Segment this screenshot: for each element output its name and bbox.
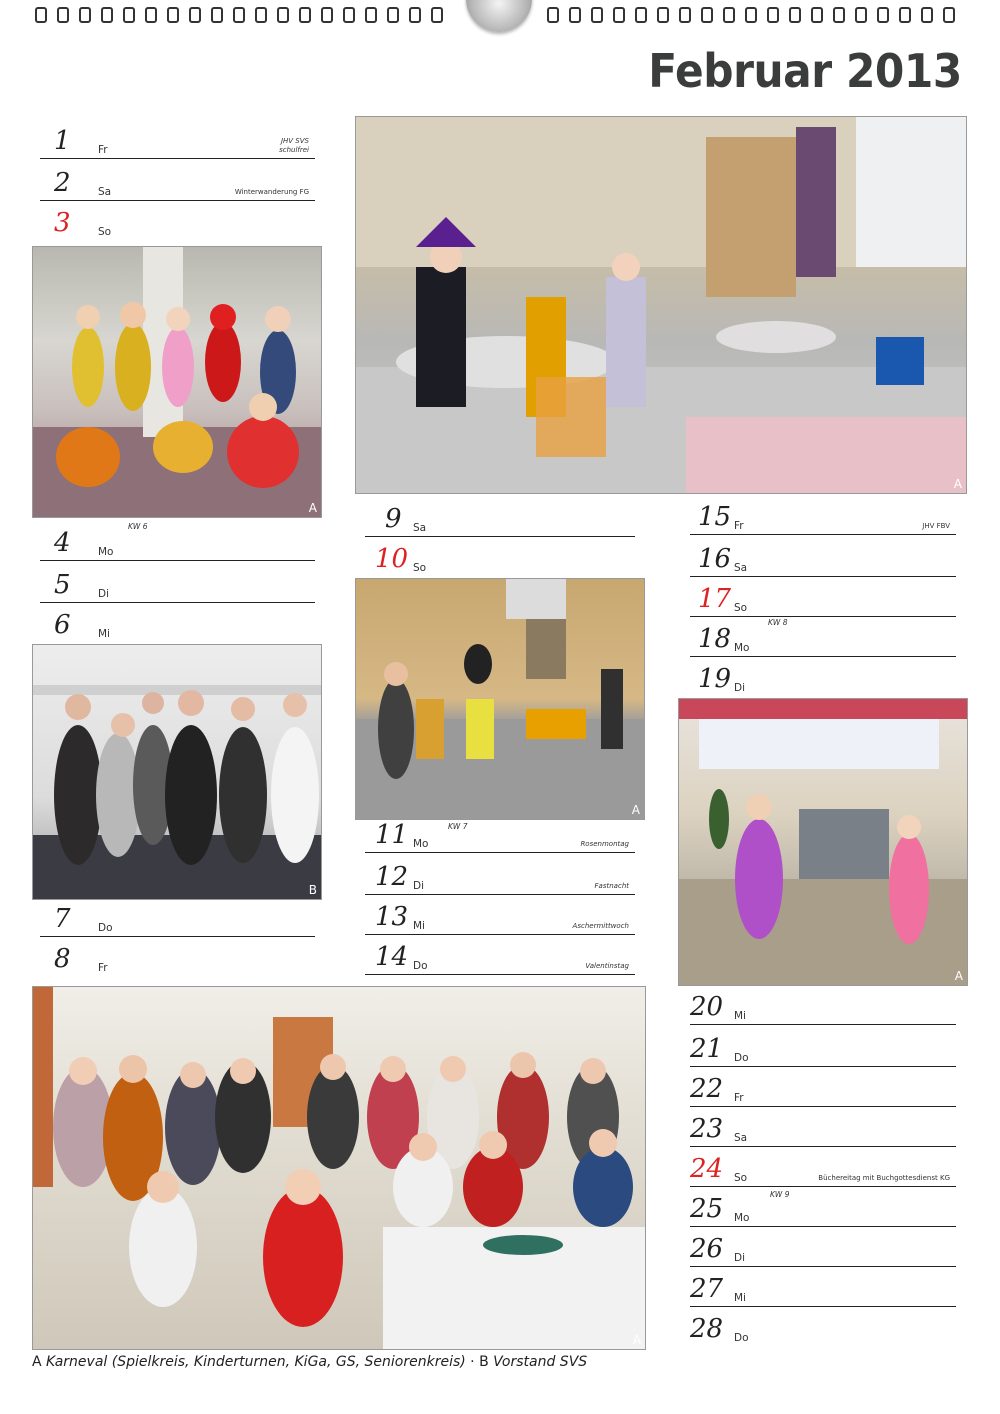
- day-row: [690, 1306, 956, 1346]
- day-number: 22: [690, 1074, 724, 1104]
- day-number: 18: [698, 624, 732, 654]
- spiral-loop: [190, 8, 200, 22]
- spiral-loop: [944, 8, 954, 22]
- photo-illustration: [679, 699, 967, 985]
- spiral-loop: [234, 8, 244, 22]
- weekday: Fr: [734, 1092, 744, 1104]
- day-row: [690, 1066, 956, 1107]
- photo-illustration: [356, 117, 966, 493]
- weekday: So: [98, 226, 112, 238]
- day-number: 9: [385, 504, 402, 534]
- day-number: 3: [54, 208, 71, 238]
- day-row: [40, 118, 315, 159]
- weekday: Di: [98, 588, 110, 600]
- month-title: Februar 2013: [648, 44, 962, 98]
- week-number: KW 8: [768, 618, 788, 627]
- spiral-loop: [680, 8, 690, 22]
- spiral-loop: [124, 8, 134, 22]
- day-row: [690, 494, 956, 535]
- spiral-loop: [58, 8, 68, 22]
- spiral-loop: [746, 8, 756, 22]
- weekday: Do: [734, 1332, 749, 1344]
- spiral-loop: [900, 8, 910, 22]
- day-row: [365, 812, 635, 853]
- photo-board-svs: [32, 644, 322, 900]
- weekday: Mo: [413, 838, 429, 850]
- spiral-loop: [322, 8, 332, 22]
- day-number: 27: [690, 1274, 724, 1304]
- spiral-loop: [366, 8, 376, 22]
- spiral-loop: [592, 8, 602, 22]
- day-row: [690, 984, 956, 1025]
- photo-illustration: [33, 987, 645, 1349]
- week-number: KW 9: [770, 1190, 790, 1199]
- spiral-loop: [256, 8, 266, 22]
- week-number: KW 7: [448, 822, 468, 831]
- spiral-loop: [212, 8, 222, 22]
- day-number: 21: [690, 1034, 724, 1064]
- day-number: 8: [54, 944, 71, 974]
- photo-tag: A: [632, 1333, 641, 1347]
- weekday: So: [413, 562, 427, 574]
- spiral-loop: [724, 8, 734, 22]
- spiral-loop: [36, 8, 46, 22]
- day-number: 10: [375, 544, 409, 574]
- day-event: Valentinstag: [585, 962, 629, 970]
- day-row: [40, 602, 315, 642]
- day-event: Büchereitag mit Buchgottesdienst KG: [818, 1174, 950, 1182]
- spiral-loop: [102, 8, 112, 22]
- weekday: Mi: [413, 920, 425, 932]
- weekday: Mi: [734, 1292, 746, 1304]
- spiral-loop: [878, 8, 888, 22]
- day-row: [690, 616, 956, 657]
- spiral-loop: [344, 8, 354, 22]
- weekday: So: [734, 602, 748, 614]
- day-row: [690, 1146, 956, 1187]
- weekday: Mi: [98, 628, 110, 640]
- day-number: 16: [698, 544, 732, 574]
- photo-school-party: [678, 698, 968, 986]
- day-event: Rosenmontag: [580, 840, 629, 848]
- weekday: Mi: [734, 1010, 746, 1022]
- day-row: [690, 1106, 956, 1147]
- weekday: Sa: [98, 186, 112, 198]
- day-row: [40, 520, 315, 561]
- day-row: [690, 576, 956, 617]
- spiral-loop: [922, 8, 932, 22]
- photo-illustration: [33, 247, 321, 517]
- day-event: JHV FBV: [922, 522, 950, 530]
- day-number: 28: [690, 1314, 724, 1344]
- spiral-loop: [278, 8, 288, 22]
- spiral-loop: [432, 8, 442, 22]
- weekday: Sa: [734, 562, 748, 574]
- photo-illustration: [33, 645, 321, 899]
- spiral-loop: [570, 8, 580, 22]
- spiral-loop: [410, 8, 420, 22]
- day-number: 26: [690, 1234, 724, 1264]
- day-number: 25: [690, 1194, 724, 1224]
- day-row: [365, 496, 635, 537]
- spiral-loop: [768, 8, 778, 22]
- weekday: Do: [413, 960, 428, 972]
- spiral-loop: [790, 8, 800, 22]
- week-number: KW 6: [128, 522, 148, 531]
- photo-tag: A: [308, 501, 317, 515]
- spiral-loop: [856, 8, 866, 22]
- day-row: [690, 1186, 956, 1227]
- day-number: 11: [375, 820, 409, 850]
- day-number: 7: [54, 904, 71, 934]
- photo-tag: A: [954, 969, 963, 983]
- photo-kindergarten-party: [355, 116, 967, 494]
- day-number: 5: [54, 570, 71, 600]
- spiral-loop: [614, 8, 624, 22]
- day-number: 4: [54, 528, 71, 558]
- spiral-loop: [80, 8, 90, 22]
- day-event: JHV SVS schulfrei: [279, 137, 309, 154]
- day-row: [690, 656, 956, 696]
- spiral-loop: [702, 8, 712, 22]
- day-row: [365, 894, 635, 935]
- photo-illustration: [356, 579, 644, 819]
- weekday: Fr: [734, 520, 744, 532]
- day-number: 6: [54, 610, 71, 640]
- weekday: Do: [734, 1052, 749, 1064]
- day-row: [690, 1226, 956, 1267]
- day-number: 24: [690, 1154, 724, 1184]
- spiral-loop: [146, 8, 156, 22]
- day-event: Aschermittwoch: [572, 922, 629, 930]
- spiral-loop: [388, 8, 398, 22]
- photo-tag: A: [953, 477, 962, 491]
- day-number: 19: [698, 664, 732, 694]
- day-number: 12: [375, 862, 409, 892]
- weekday: So: [734, 1172, 748, 1184]
- day-row: [690, 1026, 956, 1067]
- weekday: Mo: [734, 642, 750, 654]
- day-number: 20: [690, 992, 724, 1022]
- weekday: Fr: [98, 144, 108, 156]
- photo-caption: A Karneval (Spielkreis, Kinderturnen, KiGa, GS, Seniorenkreis) · B Vorstand SVS: [32, 1354, 588, 1370]
- day-row: [365, 536, 635, 576]
- day-row: [690, 536, 956, 577]
- day-number: 1: [54, 126, 71, 156]
- weekday: Di: [413, 880, 425, 892]
- day-event: Fastnacht: [594, 882, 629, 890]
- day-number: 15: [698, 502, 732, 532]
- weekday: Mo: [734, 1212, 750, 1224]
- spiral-loop: [812, 8, 822, 22]
- day-row: [40, 200, 315, 240]
- weekday: Do: [98, 922, 113, 934]
- day-row: [690, 1266, 956, 1307]
- spiral-loop: [300, 8, 310, 22]
- weekday: Di: [734, 1252, 746, 1264]
- day-number: 17: [698, 584, 732, 614]
- weekday: Di: [734, 682, 746, 694]
- day-number: 2: [54, 168, 71, 198]
- day-number: 13: [375, 902, 409, 932]
- day-row: [365, 934, 635, 975]
- day-event: Winterwanderung FG: [234, 188, 309, 196]
- day-number: 23: [690, 1114, 724, 1144]
- day-number: 14: [375, 942, 409, 972]
- spiral-loop: [168, 8, 178, 22]
- photo-gym-kids: [355, 578, 645, 820]
- weekday: Mo: [98, 546, 114, 558]
- weekday: Fr: [98, 962, 108, 974]
- day-row: [40, 562, 315, 603]
- spiral-loop: [658, 8, 668, 22]
- day-row: [365, 854, 635, 895]
- photo-tag: A: [631, 803, 640, 817]
- photo-tag: B: [308, 883, 317, 897]
- day-row: [40, 160, 315, 201]
- spiral-loop: [834, 8, 844, 22]
- weekday: Sa: [734, 1132, 748, 1144]
- spiral-loop: [636, 8, 646, 22]
- day-row: [40, 896, 315, 937]
- photo-kids-costumes: [32, 246, 322, 518]
- spiral-loop: [548, 8, 558, 22]
- photo-seniors-party: [32, 986, 646, 1350]
- weekday: Sa: [413, 522, 427, 534]
- day-row: [40, 936, 315, 976]
